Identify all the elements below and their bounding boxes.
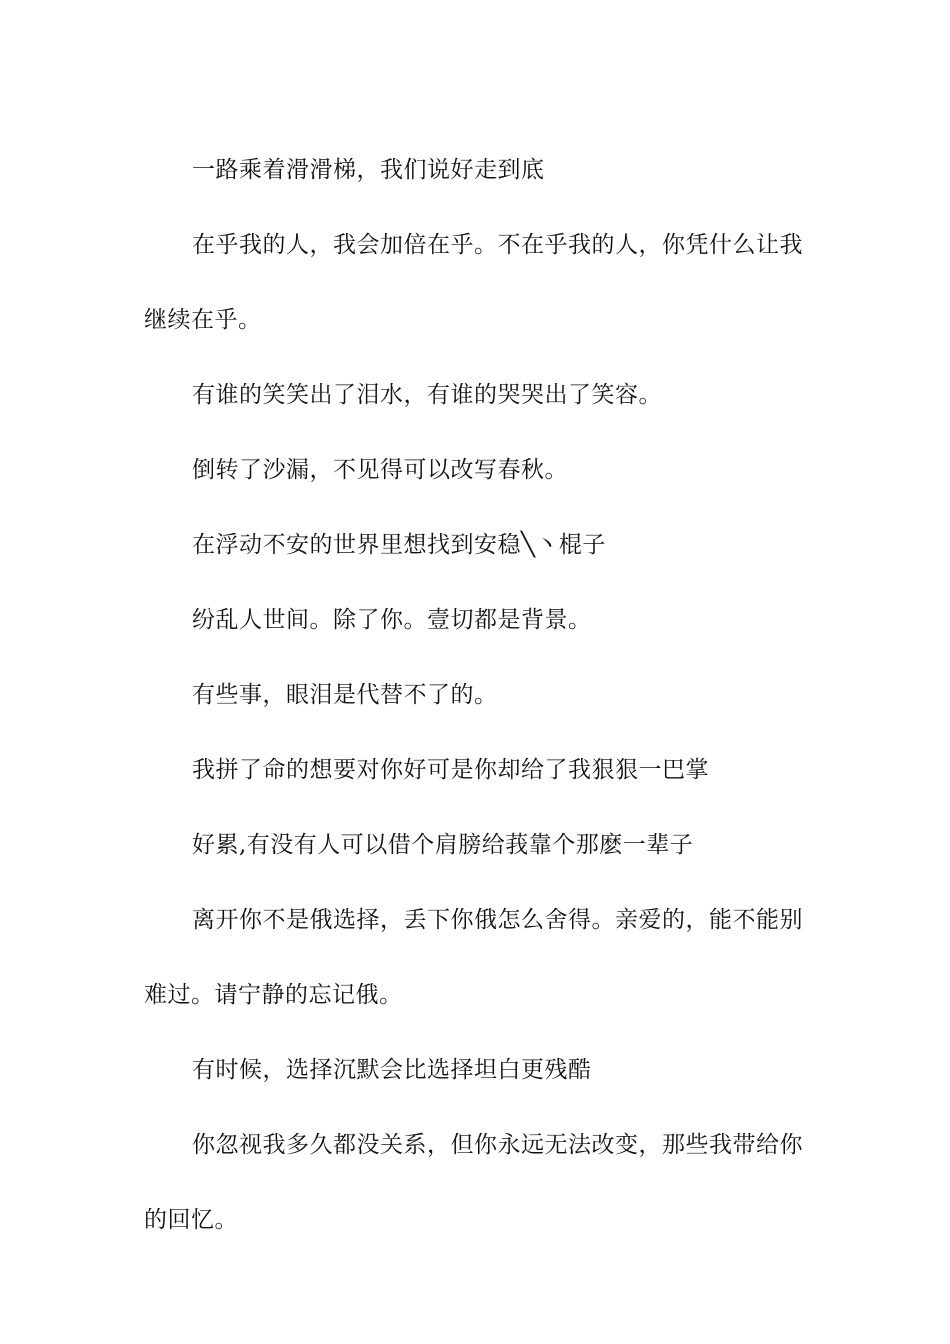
- paragraph-6: 纷乱人世间。除了你。壹切都是背景。: [192, 607, 592, 633]
- paragraph-5: 在浮动不安的世界里想找到安稳╲丶棍子: [192, 532, 606, 558]
- paragraph-7: 有些事，眼泪是代替不了的。: [192, 682, 498, 708]
- paragraph-10: 离开你不是俄选择，丢下你俄怎么舍得。亲爱的，能不能别难过。请宁静的忘记俄。: [144, 907, 803, 1008]
- paragraph-8: 我拼了命的想要对你好可是你却给了我狠狠一巴掌: [192, 757, 709, 783]
- paragraph-4: 倒转了沙漏，不见得可以改写春秋。: [192, 457, 568, 483]
- paragraph-2: 在乎我的人，我会加倍在乎。不在乎我的人，你凭什么让我继续在乎。: [144, 232, 803, 333]
- paragraph-1: 一路乘着滑滑梯，我们说好走到底: [192, 157, 545, 183]
- document-body: [144, 133, 806, 1258]
- paragraph-12: 你忽视我多久都没关系，但你永远无法改变，那些我带给你的回忆。: [144, 1132, 803, 1233]
- paragraph-11: 有时候，选择沉默会比选择坦白更残酷: [192, 1057, 592, 1083]
- paragraph-3: 有谁的笑笑出了泪水，有谁的哭哭出了笑容。: [192, 382, 662, 408]
- paragraph-9: 好累,有没有人可以借个肩膀给莪靠个那麽一辈子: [192, 832, 694, 858]
